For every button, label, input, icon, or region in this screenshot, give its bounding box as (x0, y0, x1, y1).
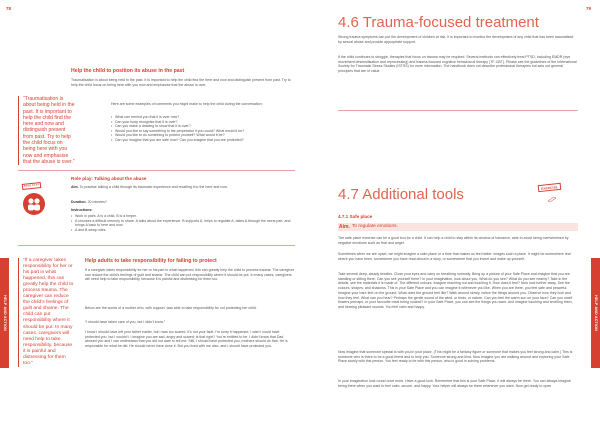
list-item: • A and B swap roles. (71, 228, 295, 233)
roleplay-aim (71, 185, 295, 190)
instructions-label: Instructions: (71, 208, 93, 212)
examples-intro: Here are some examples of comments you might make to help the child during the conversation: (111, 102, 263, 106)
aim-text: To practise talking a child through its traumatic experience and recalling it to the here and now. (79, 185, 228, 189)
list-item: • Would you like to do something to protect yourself? What would it be? (111, 133, 295, 138)
roleplay-steps (71, 214, 295, 232)
roleplay-instructions (71, 208, 295, 213)
roleplay-duration (71, 200, 295, 205)
list-item: • A chooses a difficult memory to share. A talks about the experience. B supports A, helps to regulate A, takes A through the worst part, and brings A back to here and now. (71, 219, 295, 228)
list-item: • Work in pairs. A is a child, B is a helper. (71, 214, 295, 219)
aim-text: To regulate emotions. (352, 224, 398, 230)
safeplace-p3: Take several deep, steady breaths. Close your eyes and carry on breathing normally. Bring up a picture of your Safe Place and imagine that you are standing or sitting there. Can you see yourself there? In your imagination, look about you. What do you see? What do you see nearby? Take in the details, see the materials it is made of. The different colours. Imagine reaching out and touching it. How does it feel? Now look further away. See the colours, shapes, and shadows. This is your Safe Place and you can imagine it whenever you like. When you are there, you feel safe and peaceful. Imagine your bare feet on the ground. What does the ground feel like? Walk around slowly, notice the things around you. Observe how they look and how they feel. What can you hear? Perhaps the gentle sound of the wind, or birds, or nature. Can you feel the warm sun on your face? Can you smell flowers perhaps, or your favourite meal being cooked? In your Safe Place, you can see the things you want. And imagine touching and smelling them, and hearing pleasant sounds. You feel calm and happy. (338, 272, 573, 309)
aim-label: Aim. (339, 224, 350, 231)
list-item: • Would you like to say something to the perpetrator if you could? What would it be? (111, 129, 295, 134)
divider (18, 170, 295, 171)
safeplace-p2: Sometimes when we are upset, we might imagine a calm place or a time that makes us feel better. Images such a place. It might be somewhere real where you have been, somewhere you have read about in a story, or somewhere that you invent and make up yourself. (338, 252, 571, 261)
responsibility-p2: Below are the words of a mother who, with support, was able to take responsibility for not protecting her child. (85, 306, 257, 310)
side-tab-label: HELP AND ACTION (2, 295, 7, 331)
responsibility-p3: “I should have taken care of you, but I didn’t know.” (85, 320, 166, 324)
side-tab-label: HELP AND ACTION (593, 295, 598, 331)
side-tab-right (591, 258, 600, 368)
section-heading-responsibility: Help adults to take responsibility for failing to protect (85, 258, 217, 264)
section-heading-position-abuse: Help the child to position its abuse in the past (71, 68, 185, 74)
list-item: • Can you imagine that you are safe now? Can you imagine that you are protected? (111, 138, 295, 143)
responsibility-p4: I know I should have left your father earlier, but I was too scared. It’s not your fault. I’m sorry it happened. I wish I could have protected you, but I couldn’t. I imagine you are sad, angry and scared; is that right? You’re entitled to be. I didn’t know that Dad abused you and I can understand that you did not dare to tell me. Still, I should have protected you, mothers should do that. He is responsible for what he did. He should never have done it. But you lived with me also, and I should have protected you. (85, 330, 288, 349)
safeplace-p5: In your imagination look round once more. Have a good look. Remember that this is your Safe Place. It will always be there. You can always imagine being there when you want to feel calm, secure, and happy. Your helper will always be there whenever you want. Now get ready to open (338, 379, 571, 388)
trauma-p1: Strong trauma symptoms can put the development of children at risk. It is important to monitor the development of any child that has been traumatised by sexual abuse and provide appropriate support. (338, 35, 574, 44)
safeplace-p4: Now imagine that someone special is with you in your place. (This might be a fantasy figure or someone that makes you feel strong and calm.) This is someone who is there to be a good friend and to help you. Someone strong and kind. Now imagine you are walking around and exploring your Safe Place slowly with this person. You feel ready to be with this person, who is good in solving problems. (338, 350, 573, 364)
people-icon (23, 193, 45, 215)
page-number-right: 79 (586, 6, 592, 11)
duration-value: 20 minutes? (87, 200, 107, 204)
roleplay-stamp: ROLE PLAY (22, 182, 42, 190)
list-item: • Can you make a drawing to show that it is over? (111, 124, 295, 129)
exercise-stamp: EXERCISE (538, 183, 561, 193)
safeplace-p1: The safe place exercise can be a good tool for a child. It can help a child to stay within its window of tolerance, able to avoid being overwhelmed by negative emotions such as fear and anger. (338, 236, 569, 245)
heading-4-6: 4.6 Trauma-focused treatment (338, 14, 539, 31)
roleplay-icon-block (20, 173, 50, 215)
aim-label: Aim. (71, 185, 79, 189)
divider (18, 245, 295, 246)
pencil-icon (548, 189, 556, 194)
roleplay-heading: Role play: Talking about the abuse (71, 176, 147, 181)
pull-quote-1: “Traumatisation is about being held in the past. It is important to help the child find the here and now and distinguish present from past. Try to help the child focus on being here with you now and emphasise that the abuse is over.” (18, 96, 75, 165)
trauma-p2: If the child continues to struggle, therapies that focus on trauma may be required. Several methods can effectively treat PTSD, including EMDR (eye movement desensitisation and reprocessing) and trauma-focused cognitive behavioural therapy (TF-CBT). Please see the guidelines of the International Society for Traumatic Stress Studies (ISTSS) for more information. The handbook does not describe professional therapies but sets out general principles that are of value. (338, 55, 577, 74)
examples-list (111, 115, 295, 143)
responsibility-p1: If a caregiver takes responsibility for her or his part in what happened, this can greatly help the child to process trauma. The caregiver can reduce the child’s feelings of guilt and shame. The child can put responsibility where it should be put. In many cases, caregivers will need help to take responsibility, because it is painful and distressing for them too. (85, 268, 295, 282)
page-number-left: 78 (6, 6, 12, 11)
pull-quote-2: “If a caregiver takes responsibility for her or his part in what happened, this can greatly help the child to process trauma. The caregiver can reduce the child’s feelings of guilt and shame. The child can put responsibility where it should be put. In many cases, caregivers will need help to take responsibility, because it is painful and distressing for them too.” (18, 258, 75, 367)
side-tab-left (0, 258, 9, 368)
heading-4-7: 4.7 Additional tools (338, 186, 464, 203)
duration-label: Duration. (71, 200, 87, 204)
divider (338, 110, 578, 111)
list-item: • Can your body recognise that it is over? (111, 120, 295, 125)
list-item: • What can remind you that it is over now? (111, 115, 295, 120)
intro-paragraph: Traumatisation is about being held in the past. It is important to help the child find the here and now and distinguish present from past. Try to help the child focus on being here with you now and emphasise that the abuse is over. (71, 78, 291, 87)
heading-4-7-1: 4.7.1 Safe place (338, 214, 373, 219)
aim-bar (338, 223, 578, 231)
